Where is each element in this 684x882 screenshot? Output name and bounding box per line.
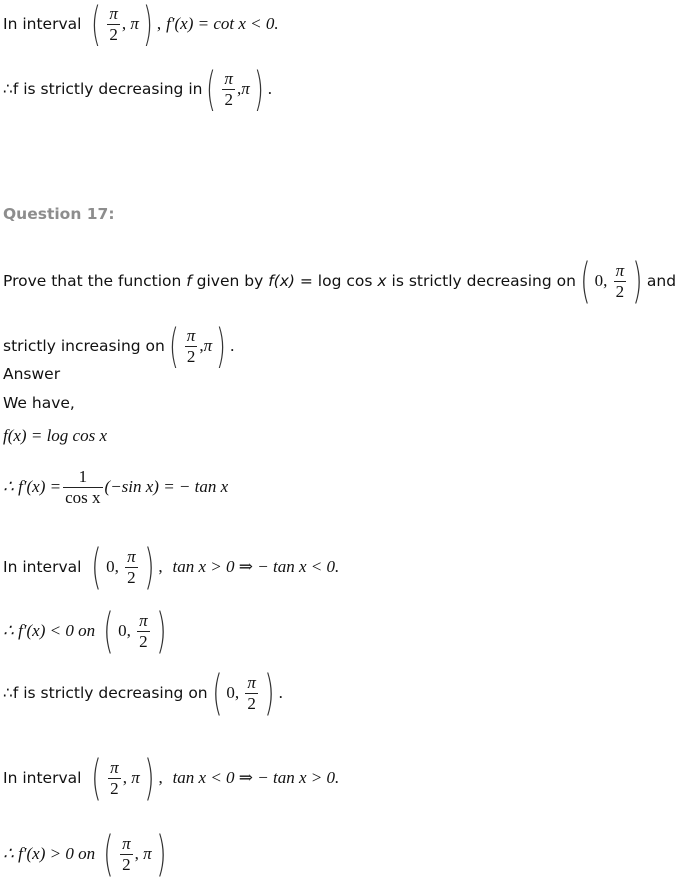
decreasing-line-2: ∴f is strictly decreasing on ( 0, $\frac{\pi}{2}$ ) . <box>3 665 283 721</box>
we-have-text: We have, <box>3 394 75 412</box>
interval-pi2-pi: ( $\frac{\pi}{2}$ , π ) <box>91 750 155 806</box>
tan-condition-2: tan x < 0 ⇒ − tan x > 0. <box>172 768 340 787</box>
interval-0-pi2: ( 0, $\frac{\pi}{2}$ ) <box>211 665 275 721</box>
fraction-one-over-cos: $\frac{1}{\text{cos x}}$ <box>65 466 101 507</box>
interval-line-3: In interval ( $\frac{\pi}{2}$ , π ) , tan x < 0 ⇒ − tan x > 0. <box>3 750 340 806</box>
equation-fx: f(x) = log cos x <box>3 426 107 445</box>
interval-line-1: In interval ( $\frac{\pi}{2}$ , π ) , f′(x) = cot x < 0. <box>3 0 279 51</box>
interval-pi2-pi: ( $\frac{\pi}{2}$ , π ) <box>103 826 167 882</box>
question-heading: Question 17: <box>3 205 115 223</box>
result-negative: ∴ f′(x) < 0 on ( 0, $\frac{\pi}{2}$ ) <box>3 606 170 656</box>
interval-0-pi2: ( 0, $\frac{\pi}{2}$ ) <box>91 539 155 595</box>
question-text-line-1: Prove that the function f given by f(x) = log cos x is strictly decreasing on ( 0, $\frac{\pi}{2}$ ) and <box>3 253 677 309</box>
answer-label: Answer <box>3 365 61 383</box>
fraction-pi-over-2: $\frac{\pi}{2}$ <box>109 3 118 44</box>
interval-pi2-pi: ( $\frac{\pi}{2}$ , π ) <box>206 62 264 116</box>
decreasing-line-1: ∴f is strictly decreasing in ( $\frac{\pi}{2}$ , π ) . <box>3 62 272 116</box>
interval-line-2: In interval ( 0, $\frac{\pi}{2}$ ) , tan x > 0 ⇒ − tan x < 0. <box>3 539 340 595</box>
equation-derivative: ∴ f′(x) = $\frac{1}{\text{cos x}}$ (−sin x) = − tan x <box>3 466 229 507</box>
interval-0-pi2: ( 0, $\frac{\pi}{2}$ ) <box>580 253 643 309</box>
derivative-cot: f′(x) = cot x < 0. <box>166 14 279 33</box>
interval-pi2-pi: ( $\frac{\pi}{2}$ , π ) <box>91 0 153 51</box>
tan-condition-1: tan x > 0 ⇒ − tan x < 0. <box>172 557 340 576</box>
interval-pi2-pi: ( $\frac{\pi}{2}$ , π ) <box>168 319 227 373</box>
decreasing-text: ∴f is strictly decreasing in <box>3 80 203 98</box>
question-text-line-2: strictly increasing on ( $\frac{\pi}{2}$ , π ) . <box>3 319 235 373</box>
result-positive: ∴ f′(x) > 0 on ( $\frac{\pi}{2}$ , π ) <box>3 829 170 879</box>
interval-label: In interval <box>3 15 82 33</box>
interval-0-pi2: ( 0, $\frac{\pi}{2}$ ) <box>103 603 167 659</box>
